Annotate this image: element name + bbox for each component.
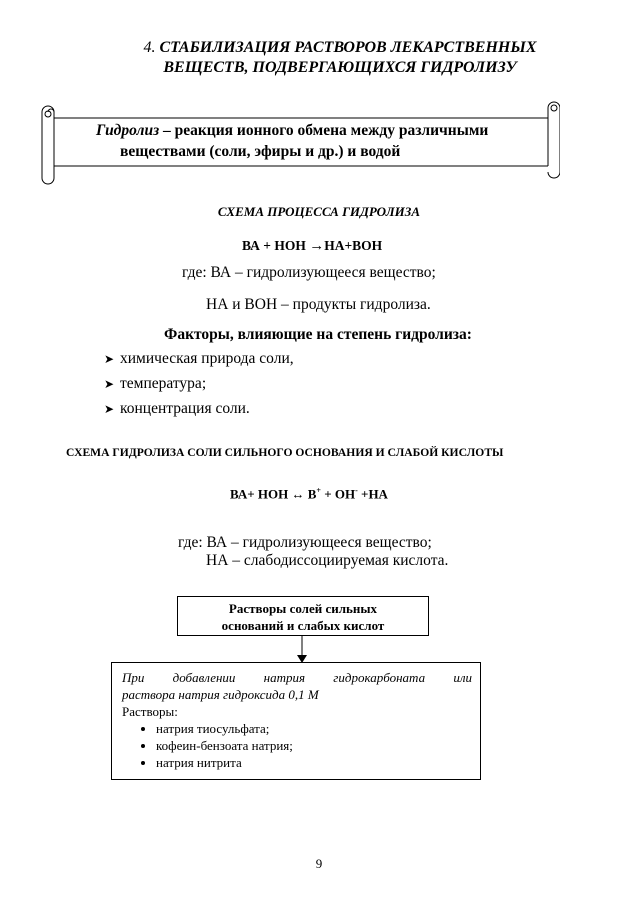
arrow-bullet-icon: ➤ bbox=[104, 402, 115, 416]
list-item: • натрия нитрита bbox=[156, 754, 472, 771]
factor-item-text: концентрация соли. bbox=[120, 400, 250, 417]
box1-line-2: оснований и слабых кислот bbox=[221, 618, 385, 633]
scheme2-where-1: где: ВА – гидролизующееся вещество; bbox=[178, 534, 432, 551]
scheme1-equation bbox=[242, 238, 382, 255]
definition-term: Гидролиз bbox=[96, 122, 160, 139]
solutions-list bbox=[122, 720, 472, 771]
arrow-bullet-icon: ➤ bbox=[104, 352, 115, 366]
box2-label: Растворы: bbox=[122, 704, 178, 719]
scheme1-where-1: где: ВА – гидролизующееся вещество; bbox=[182, 264, 436, 281]
box2-line-1: При добавлении натрия гидрокарбоната или bbox=[122, 670, 472, 685]
box2-line-2: раствора натрия гидроксида 0,1 М bbox=[122, 687, 319, 702]
definition-text-1: – реакция ионного обмена между различными bbox=[159, 122, 489, 139]
title-line-2: ВЕЩЕСТВ, ПОДВЕРГАЮЩИХСЯ ГИДРОЛИЗУ bbox=[163, 59, 517, 76]
connector-arrow-icon bbox=[296, 636, 308, 664]
arrow-bullet-icon: ➤ bbox=[104, 377, 115, 391]
scheme1-where-2: НА и ВОН – продукты гидролиза. bbox=[206, 296, 431, 313]
factor-item bbox=[104, 400, 250, 418]
factor-item-text: химическая природа соли, bbox=[120, 350, 294, 367]
arrow-right-icon: → bbox=[309, 238, 325, 254]
eq2-part-c: +НА bbox=[357, 486, 388, 502]
eq2-sup-minus: - bbox=[355, 486, 358, 495]
eq1-left: ВА + НОН bbox=[242, 238, 306, 253]
salt-solutions-box bbox=[177, 596, 429, 636]
scheme2-heading: СХЕМА ГИДРОЛИЗА СОЛИ СИЛЬНОГО ОСНОВАНИЯ И СЛАБОЙ КИСЛОТЫ bbox=[66, 446, 504, 459]
factor-item bbox=[104, 375, 206, 393]
eq2-part-a: ВА+ НОН ↔ В bbox=[230, 486, 317, 502]
factor-item-text: температура; bbox=[120, 375, 207, 392]
scheme1-heading: СХЕМА ПРОЦЕССА ГИДРОЛИЗА bbox=[217, 204, 421, 219]
scheme2-where-2: НА – слабодиссоциируемая кислота. bbox=[206, 552, 449, 569]
eq2-sup-plus: + bbox=[316, 486, 321, 495]
stabilization-box bbox=[111, 662, 481, 780]
section-number: 4. bbox=[143, 39, 156, 56]
definition-text-2: веществами (соли, эфиры и др.) и водой bbox=[120, 143, 401, 160]
definition-text bbox=[96, 120, 556, 162]
list-item: • натрия тиосульфата; bbox=[156, 720, 472, 737]
scheme2-equation bbox=[230, 486, 388, 502]
eq2-part-b: + ОН bbox=[320, 486, 356, 502]
factors-heading: Факторы, влияющие на степень гидролиза: bbox=[164, 326, 472, 343]
page-number: 9 bbox=[315, 856, 323, 871]
box1-line-1: Растворы солей сильных bbox=[228, 601, 378, 616]
page-title bbox=[100, 38, 580, 78]
title-line-1: СТАБИЛИЗАЦИЯ РАСТВОРОВ ЛЕКАРСТВЕННЫХ bbox=[159, 39, 537, 56]
eq1-right: НА+ВОН bbox=[324, 238, 383, 253]
factor-item bbox=[104, 350, 294, 368]
list-item: • кофеин-бензоата натрия; bbox=[156, 737, 472, 754]
